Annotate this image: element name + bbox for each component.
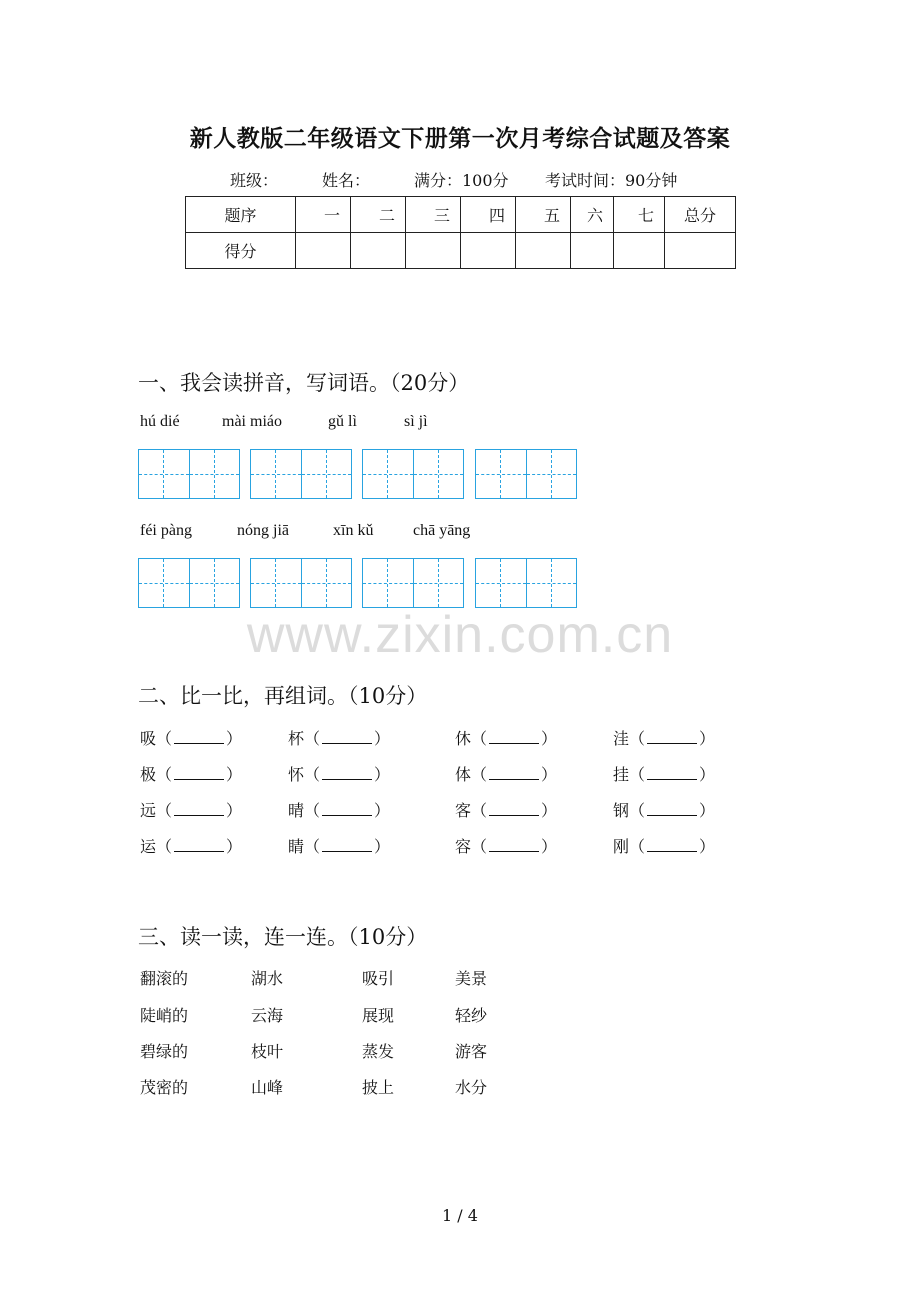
tianzige-cell[interactable] — [413, 450, 463, 498]
tianzige-cell[interactable] — [251, 559, 301, 607]
match-word[interactable]: 云海 — [251, 1006, 284, 1025]
score-input-cell[interactable] — [571, 233, 614, 269]
score-input-cell[interactable] — [665, 233, 736, 269]
pinyin-label: féi pàng — [140, 522, 192, 539]
tianzige-cell[interactable] — [526, 559, 576, 607]
open-paren: （ — [471, 765, 488, 784]
answer-blank[interactable] — [174, 729, 224, 744]
answer-blank[interactable] — [322, 837, 372, 852]
tianzige-box[interactable] — [362, 449, 464, 499]
close-paren: ） — [226, 837, 243, 856]
open-paren: （ — [471, 801, 488, 820]
tianzige-box[interactable] — [138, 558, 240, 608]
tianzige-box[interactable] — [250, 449, 352, 499]
table-cell: 七 — [614, 197, 665, 233]
open-paren: （ — [471, 729, 488, 748]
open-paren: （ — [304, 729, 321, 748]
tianzige-cell[interactable] — [526, 450, 576, 498]
table-cell: 二 — [351, 197, 406, 233]
word-blank-item — [613, 798, 715, 821]
section1-heading: 一、我会读拼音，写词语。（20分） — [138, 371, 470, 395]
word-blank-item — [288, 834, 390, 857]
close-paren: ） — [374, 765, 391, 784]
answer-blank[interactable] — [647, 765, 697, 780]
word-blank-item — [288, 798, 390, 821]
answer-blank[interactable] — [322, 729, 372, 744]
score-input-cell[interactable] — [614, 233, 665, 269]
table-cell: 一 — [296, 197, 351, 233]
word-blank-item — [455, 762, 557, 785]
character: 客 — [455, 801, 472, 820]
answer-blank[interactable] — [322, 765, 372, 780]
word-blank-item — [613, 726, 715, 749]
word-blank-item — [140, 726, 242, 749]
word-blank-item — [140, 798, 242, 821]
word-blank-item — [613, 762, 715, 785]
word-blank-item — [140, 834, 242, 857]
open-paren: （ — [156, 837, 173, 856]
tianzige-box[interactable] — [475, 449, 577, 499]
close-paren: ） — [541, 837, 558, 856]
open-paren: （ — [304, 801, 321, 820]
tianzige-cell[interactable] — [139, 450, 189, 498]
match-word[interactable]: 水分 — [455, 1078, 488, 1097]
character: 挂 — [613, 765, 630, 784]
score-table-score-row — [186, 233, 736, 269]
score-input-cell[interactable] — [461, 233, 516, 269]
open-paren: （ — [156, 801, 173, 820]
answer-blank[interactable] — [489, 729, 539, 744]
match-word[interactable]: 蒸发 — [362, 1042, 395, 1061]
tianzige-cell[interactable] — [413, 559, 463, 607]
match-word[interactable]: 轻纱 — [455, 1006, 488, 1025]
open-paren: （ — [629, 837, 646, 856]
tianzige-box[interactable] — [475, 558, 577, 608]
table-cell: 六 — [571, 197, 614, 233]
full-score: 满分：100分 — [414, 171, 509, 190]
open-paren: （ — [156, 765, 173, 784]
page-number: 1 / 4 — [442, 1206, 478, 1225]
match-word[interactable]: 美景 — [455, 969, 488, 988]
close-paren: ） — [699, 765, 716, 784]
character: 刚 — [613, 837, 630, 856]
open-paren: （ — [156, 729, 173, 748]
tianzige-box[interactable] — [250, 558, 352, 608]
character: 睛 — [288, 837, 305, 856]
close-paren: ） — [226, 729, 243, 748]
tianzige-cell[interactable] — [363, 450, 413, 498]
section3-heading: 三、读一读，连一连。（10分） — [138, 925, 428, 949]
class-label: 班级： — [230, 171, 279, 190]
open-paren: （ — [629, 729, 646, 748]
character: 休 — [455, 729, 472, 748]
pinyin-label: chā yāng — [413, 522, 471, 539]
pinyin-label: mài miáo — [222, 413, 282, 430]
page-title: 新人教版二年级语文下册第一次月考综合试题及答案 — [189, 125, 731, 152]
character: 怀 — [288, 765, 305, 784]
character: 容 — [455, 837, 472, 856]
open-paren: （ — [629, 801, 646, 820]
match-word[interactable]: 枝叶 — [251, 1042, 284, 1061]
close-paren: ） — [699, 837, 716, 856]
answer-blank[interactable] — [489, 765, 539, 780]
close-paren: ） — [374, 801, 391, 820]
score-input-cell[interactable] — [351, 233, 406, 269]
match-word[interactable]: 山峰 — [251, 1078, 284, 1097]
close-paren: ） — [374, 729, 391, 748]
close-paren: ） — [699, 801, 716, 820]
pinyin-label: nóng jiā — [237, 522, 289, 539]
close-paren: ） — [541, 765, 558, 784]
character: 极 — [140, 765, 157, 784]
tianzige-cell[interactable] — [301, 559, 351, 607]
table-cell: 题序 — [186, 197, 296, 233]
character: 杯 — [288, 729, 305, 748]
tianzige-cell[interactable] — [189, 450, 239, 498]
answer-blank[interactable] — [647, 837, 697, 852]
match-word[interactable]: 湖水 — [251, 969, 284, 988]
close-paren: ） — [699, 729, 716, 748]
word-blank-item — [613, 834, 715, 857]
table-cell: 三 — [406, 197, 461, 233]
open-paren: （ — [471, 837, 488, 856]
word-blank-item — [455, 798, 557, 821]
word-blank-item — [288, 726, 390, 749]
answer-blank[interactable] — [647, 801, 697, 816]
tianzige-cell[interactable] — [189, 559, 239, 607]
answer-blank[interactable] — [322, 801, 372, 816]
word-blank-item — [455, 726, 557, 749]
tianzige-cell[interactable] — [301, 450, 351, 498]
answer-blank[interactable] — [489, 837, 539, 852]
match-word[interactable]: 展现 — [362, 1006, 395, 1025]
tianzige-cell[interactable] — [476, 450, 526, 498]
tianzige-box[interactable] — [362, 558, 464, 608]
character: 晴 — [288, 801, 305, 820]
score-input-cell[interactable] — [516, 233, 571, 269]
answer-blank[interactable] — [647, 729, 697, 744]
pinyin-label: gǔ lì — [328, 413, 357, 430]
match-word[interactable]: 吸引 — [362, 969, 395, 988]
pinyin-label: xīn kǔ — [333, 522, 374, 539]
section2-heading: 二、比一比，再组词。（10分） — [138, 684, 428, 708]
table-cell: 四 — [461, 197, 516, 233]
score-table — [185, 196, 736, 269]
tianzige-cell[interactable] — [251, 450, 301, 498]
character: 钢 — [613, 801, 630, 820]
tianzige-box[interactable] — [138, 449, 240, 499]
open-paren: （ — [629, 765, 646, 784]
character: 洼 — [613, 729, 630, 748]
exam-time: 考试时间：90分钟 — [545, 171, 678, 190]
character: 吸 — [140, 729, 157, 748]
tianzige-cell[interactable] — [363, 559, 413, 607]
tianzige-cell[interactable] — [476, 559, 526, 607]
character: 体 — [455, 765, 472, 784]
close-paren: ） — [374, 837, 391, 856]
watermark: www.zixin.com.cn — [246, 606, 674, 664]
open-paren: （ — [304, 837, 321, 856]
tianzige-cell[interactable] — [139, 559, 189, 607]
answer-blank[interactable] — [174, 837, 224, 852]
match-word[interactable]: 翻滚的 — [140, 969, 189, 988]
score-input-cell[interactable] — [406, 233, 461, 269]
close-paren: ） — [541, 729, 558, 748]
close-paren: ） — [226, 765, 243, 784]
word-blank-item — [288, 762, 390, 785]
character: 运 — [140, 837, 157, 856]
table-cell: 得分 — [186, 233, 296, 269]
pinyin-label: sì jì — [404, 413, 428, 430]
character: 远 — [140, 801, 157, 820]
close-paren: ） — [226, 801, 243, 820]
match-word[interactable]: 陡峭的 — [140, 1006, 189, 1025]
match-word[interactable]: 茂密的 — [140, 1078, 189, 1097]
answer-blank[interactable] — [174, 765, 224, 780]
table-cell: 五 — [516, 197, 571, 233]
score-input-cell[interactable] — [296, 233, 351, 269]
answer-blank[interactable] — [174, 801, 224, 816]
word-blank-item — [455, 834, 557, 857]
match-word[interactable]: 游客 — [455, 1042, 488, 1061]
score-table-header-row — [186, 197, 736, 233]
name-label: 姓名： — [322, 171, 371, 190]
table-cell: 总分 — [665, 197, 736, 233]
word-blank-item — [140, 762, 242, 785]
open-paren: （ — [304, 765, 321, 784]
close-paren: ） — [541, 801, 558, 820]
match-word[interactable]: 披上 — [362, 1078, 395, 1097]
match-word[interactable]: 碧绿的 — [140, 1042, 189, 1061]
answer-blank[interactable] — [489, 801, 539, 816]
pinyin-label: hú dié — [140, 413, 180, 430]
